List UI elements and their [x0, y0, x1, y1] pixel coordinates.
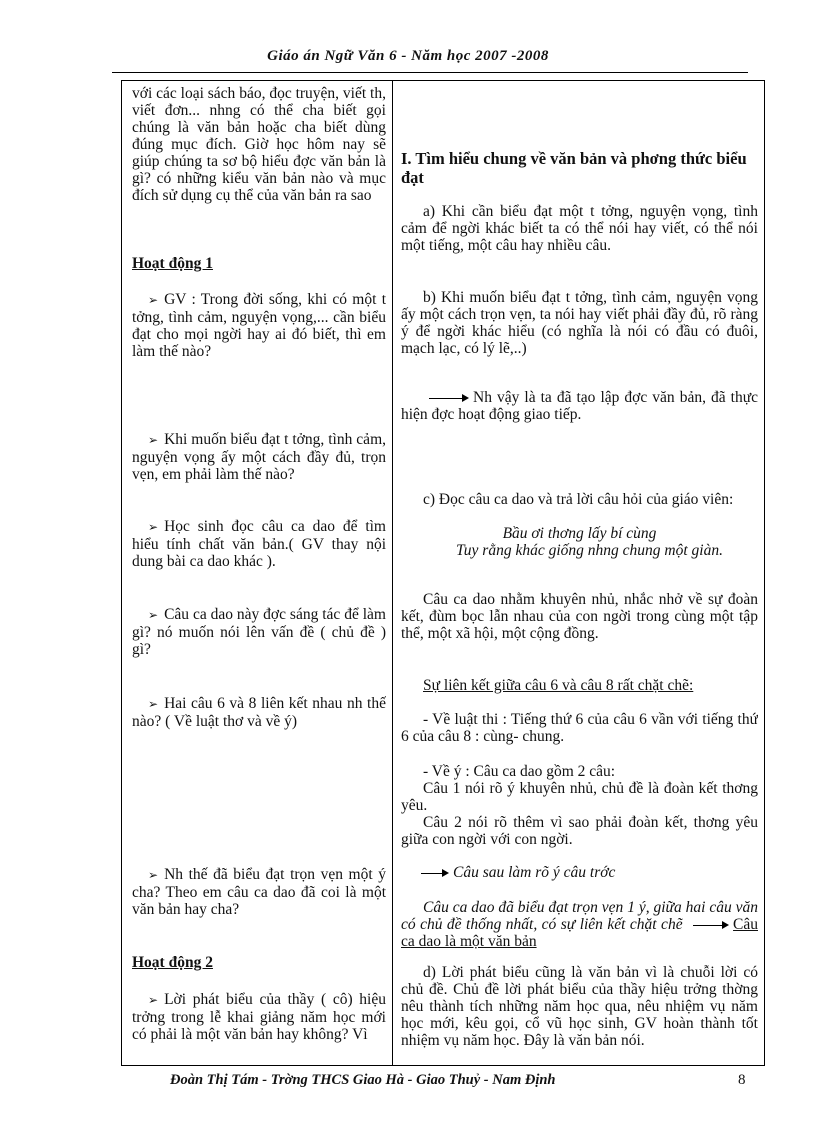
question-7: ➢ Lời phát biểu của thầy ( cô) hiệu trởng trong lễ khai giảng năm học mới có phải là một văn bản hay không? Vì: [132, 991, 386, 1043]
question-6: ➢ Nh thế đã biểu đạt trọn vẹn một ý cha? Theo em câu ca dao đã coi là một văn bản hay cha?: [132, 866, 386, 918]
arrowhead-bullet-icon: ➢: [148, 433, 159, 447]
question-2: ➢ Khi muốn biểu đạt t tởng, tình cảm, nguyện vọng ấy một cách đầy đủ, trọn vẹn, em phải làm thế nào?: [132, 431, 386, 483]
teacher-column: [132, 81, 386, 1065]
header-rule: [112, 72, 748, 73]
column-divider: [392, 81, 393, 1065]
point-c: c) Đọc câu ca dao và trả lời câu hỏi của giáo viên:: [423, 491, 734, 508]
poem-line-2: Tuy rằng khác giống nhng chung một giàn.: [456, 542, 723, 559]
link-meaning: - Về ý : Câu ca dao gồm 2 câu:: [423, 763, 616, 780]
page-header: Giáo án Ngữ Văn 6 - Năm học 2007 -2008: [267, 48, 549, 64]
point-a: a) Khi cần biểu đạt một t tởng, nguyện vọng, tình cảm để ngời khác biết ta có thể nói hay viết, có thể nói một tiếng, một câu hay nhiều câu.: [401, 203, 758, 254]
point-c-answer: Câu ca dao nhằm khuyên nhủ, nhắc nhở về sự đoàn kết, đùm bọc lẫn nhau của con ngời trong cùng một tập thể, một xã hội, một cộng đồng.: [401, 591, 758, 642]
arrowhead-bullet-icon: ➢: [148, 993, 159, 1007]
arrowhead-bullet-icon: ➢: [148, 520, 159, 534]
section-title: I. Tìm hiểu chung về văn bản và phơng thức biểu đạt: [401, 149, 747, 187]
intro-text: với các loại sách báo, đọc truyện, viết th, viết đơn... nhng có thể cha biết gọi chúng là văn bản hoặc cha biết dùng đúng mục đích. Giờ học hôm nay sẽ giúp chúng ta sơ bộ hiểu đợc văn bản là gì? có những kiểu văn bản nào và mục đích sử dụng cụ thể của văn bản ra sao: [132, 85, 386, 204]
arrowhead-bullet-icon: ➢: [148, 608, 159, 622]
right-arrow-icon: [693, 925, 727, 926]
point-b: b) Khi muốn biểu đạt t tởng, tình cảm, nguyện vọng ấy một cách trọn vẹn, ta nói hay viết phải đầy đủ, rõ ràng ý để ngời khác hiểu (có nghĩa là nói có đầu có đuôi, mạch lạc, có lý lẽ,..): [401, 289, 758, 357]
footer-author: Đoàn Thị Tám - Trờng THCS Giao Hà - Giao Thuỷ - Nam Định: [170, 1072, 556, 1088]
right-arrow-icon: [429, 398, 467, 399]
sentence-1: Câu 1 nói rõ ý khuyên nhủ, chủ đề là đoàn kết thơng yêu.: [401, 780, 758, 814]
poem-line-1: Bầu ơi thơng lấy bí cùng: [502, 525, 657, 542]
link-title: Sự liên kết giữa câu 6 và câu 8 rất chặt chẽ:: [423, 677, 694, 694]
question-4: ➢ Câu ca dao này đợc sáng tác để làm gì? nó muốn nói lên vấn đề ( chủ đề ) gì?: [132, 606, 386, 658]
conclusion-1: Nh vậy là ta đã tạo lập đợc văn bản, đã thực hiện đợc hoạt động giao tiếp.: [401, 389, 758, 423]
content-column: [401, 81, 758, 1065]
arrowhead-bullet-icon: ➢: [148, 293, 159, 307]
question-3: ➢ Học sinh đọc câu ca dao để tìm hiểu tính chất văn bản.( GV thay nội dung bài ca dao khác ).: [132, 518, 386, 570]
activity-1-heading: Hoạt động 1: [132, 255, 213, 272]
arrowhead-bullet-icon: ➢: [148, 868, 159, 882]
point-d: d) Lời phát biểu cũng là văn bản vì là chuỗi lời có chủ đề. Chủ đề lời phát biểu của thầy hiệu trởng thờng nêu thành tích những năm học qua, nêu nhiệm vụ năm học mới, kêu gọi, cổ vũ học sinh, GV hoàn thành tốt nhiệm vụ năm học. Đây là văn bản nói.: [401, 964, 758, 1049]
right-arrow-icon: [421, 873, 447, 874]
question-1: ➢ GV : Trong đời sống, khi có một t tởng, tình cảm, nguyện vọng,... cần biểu đạt cho mọi ngời hay ai đó biết, thì em làm thế nào?: [132, 291, 386, 360]
activity-2-heading: Hoạt động 2: [132, 954, 213, 971]
arrowhead-bullet-icon: ➢: [148, 697, 159, 711]
lesson-table: [121, 80, 765, 1066]
sentence-2: Câu 2 nói rõ thêm vì sao phải đoàn kết, thơng yêu giữa con ngời với con ngời.: [401, 814, 758, 848]
question-5: ➢ Hai câu 6 và 8 liên kết nhau nh thế nào? ( Về luật thơ và về ý): [132, 695, 386, 730]
page-number: 8: [738, 1072, 746, 1088]
summary: Câu ca dao đã biểu đạt trọn vẹn 1 ý, giữa hai câu văn có chủ đề thống nhất, có sự liên kết chặt chẽ Câu ca dao là một văn bản: [401, 899, 758, 950]
link-rule: - Về luật thi : Tiếng thứ 6 của câu 6 vần với tiếng thứ 6 của câu 8 : cùng- chung.: [401, 711, 758, 745]
clarify-line: Câu sau làm rõ ý câu trớc: [401, 864, 758, 881]
